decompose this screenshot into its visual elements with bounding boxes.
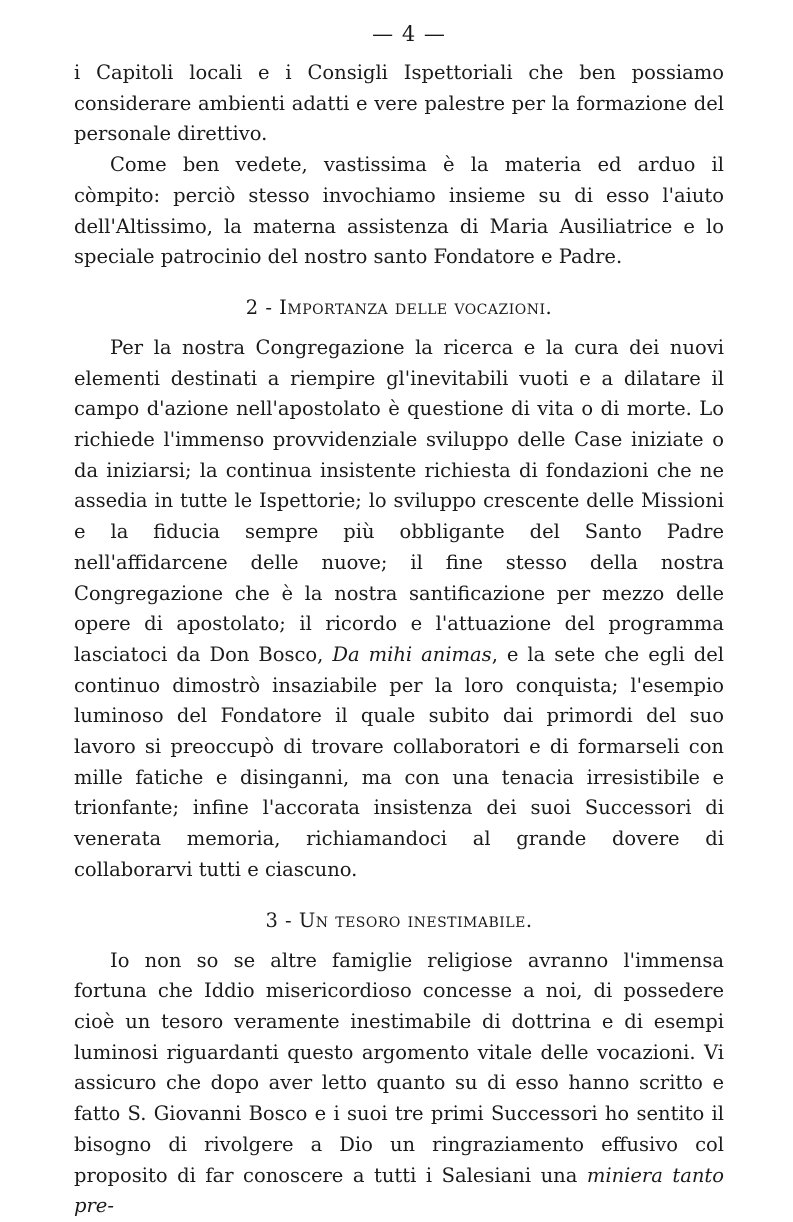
section-3-title: Un tesoro inestimabile.	[298, 908, 533, 932]
section-3-paragraph	[74, 946, 724, 1222]
section-3-italic-text: miniera tanto pre-	[74, 1163, 724, 1218]
section-2-text-part-1: Per la nostra Congregazione la ricerca e la cura dei nuovi elementi destinati a riempire gl'inevitabili vuoti e a dilatare il campo d'azione nell'apostolato è questione di vita o di morte. Lo richiede l'immenso provvidenziale sviluppo delle Case iniziate o da iniziarsi; la continua insistente richiesta di fondazioni che ne assedia in tutte le Ispettorie; lo sviluppo crescente delle Missioni e la fiducia sempre più obbligante del Santo Padre nell'affidarcene delle nuove; il fine stesso della nostra Congregazione che è la nostra santificazione per mezzo delle opere di apostolato; il ricordo e l'attuazione del programma lasciatoci da Don Bosco,	[74, 335, 724, 666]
section-2-paragraph	[74, 333, 724, 886]
intro-paragraph-1: i Capitoli locali e i Consigli Ispettoriali che ben possiamo considerare ambienti adatti e vere palestre per la formazione del personale direttivo.	[74, 61, 724, 146]
section-2-italic-motto: Da mihi animas	[332, 642, 492, 666]
document-page	[74, 22, 724, 1222]
section-2-text-part-2: , e la sete che egli del continuo dimostrò insaziabile per la loro conquista; l'esempio luminoso del Fondatore il quale subito dai primordi del suo lavoro si preoccupò di trovare collaboratori e di formarseli con mille fatiche e disinganni, ma con una tenacia irresistibile e trionfante; infine l'accorata insistenza dei suoi Successori di venerata memoria, richiamandoci al grande dovere di collaborarvi tutti e ciascuno.	[74, 642, 724, 881]
section-2-title: Importanza delle vocazioni.	[279, 295, 553, 319]
section-2-number: 2 -	[245, 295, 273, 319]
page-number: — 4 —	[372, 22, 446, 46]
section-3-heading	[74, 906, 724, 936]
section-2-heading	[74, 293, 724, 323]
section-3-number: 3 -	[265, 908, 293, 932]
section-3-text-part-1: Io non so se altre famiglie religiose avranno l'immensa fortuna che Iddio misericordioso concesse a noi, di possedere cioè un tesoro veramente inestimabile di dottrina e di esempi luminosi riguardanti questo argomento vitale delle vocazioni. Vi assicuro che dopo aver letto quanto su di esso hanno scritto e fatto S. Giovanni Bosco e i suoi tre primi Successori ho sentito il bisogno di rivolgere a Dio un ringraziamento effusivo col proposito di far conoscere a tutti i Salesiani una	[74, 948, 724, 1187]
intro-paragraph-2: Come ben vedete, vastissima è la materia ed arduo il còmpito: perciò stesso invochiamo insieme su di esso l'aiuto dell'Altissimo, la materna assistenza di Maria Ausiliatrice e lo speciale patrocinio del nostro santo Fondatore e Padre.	[74, 153, 724, 269]
